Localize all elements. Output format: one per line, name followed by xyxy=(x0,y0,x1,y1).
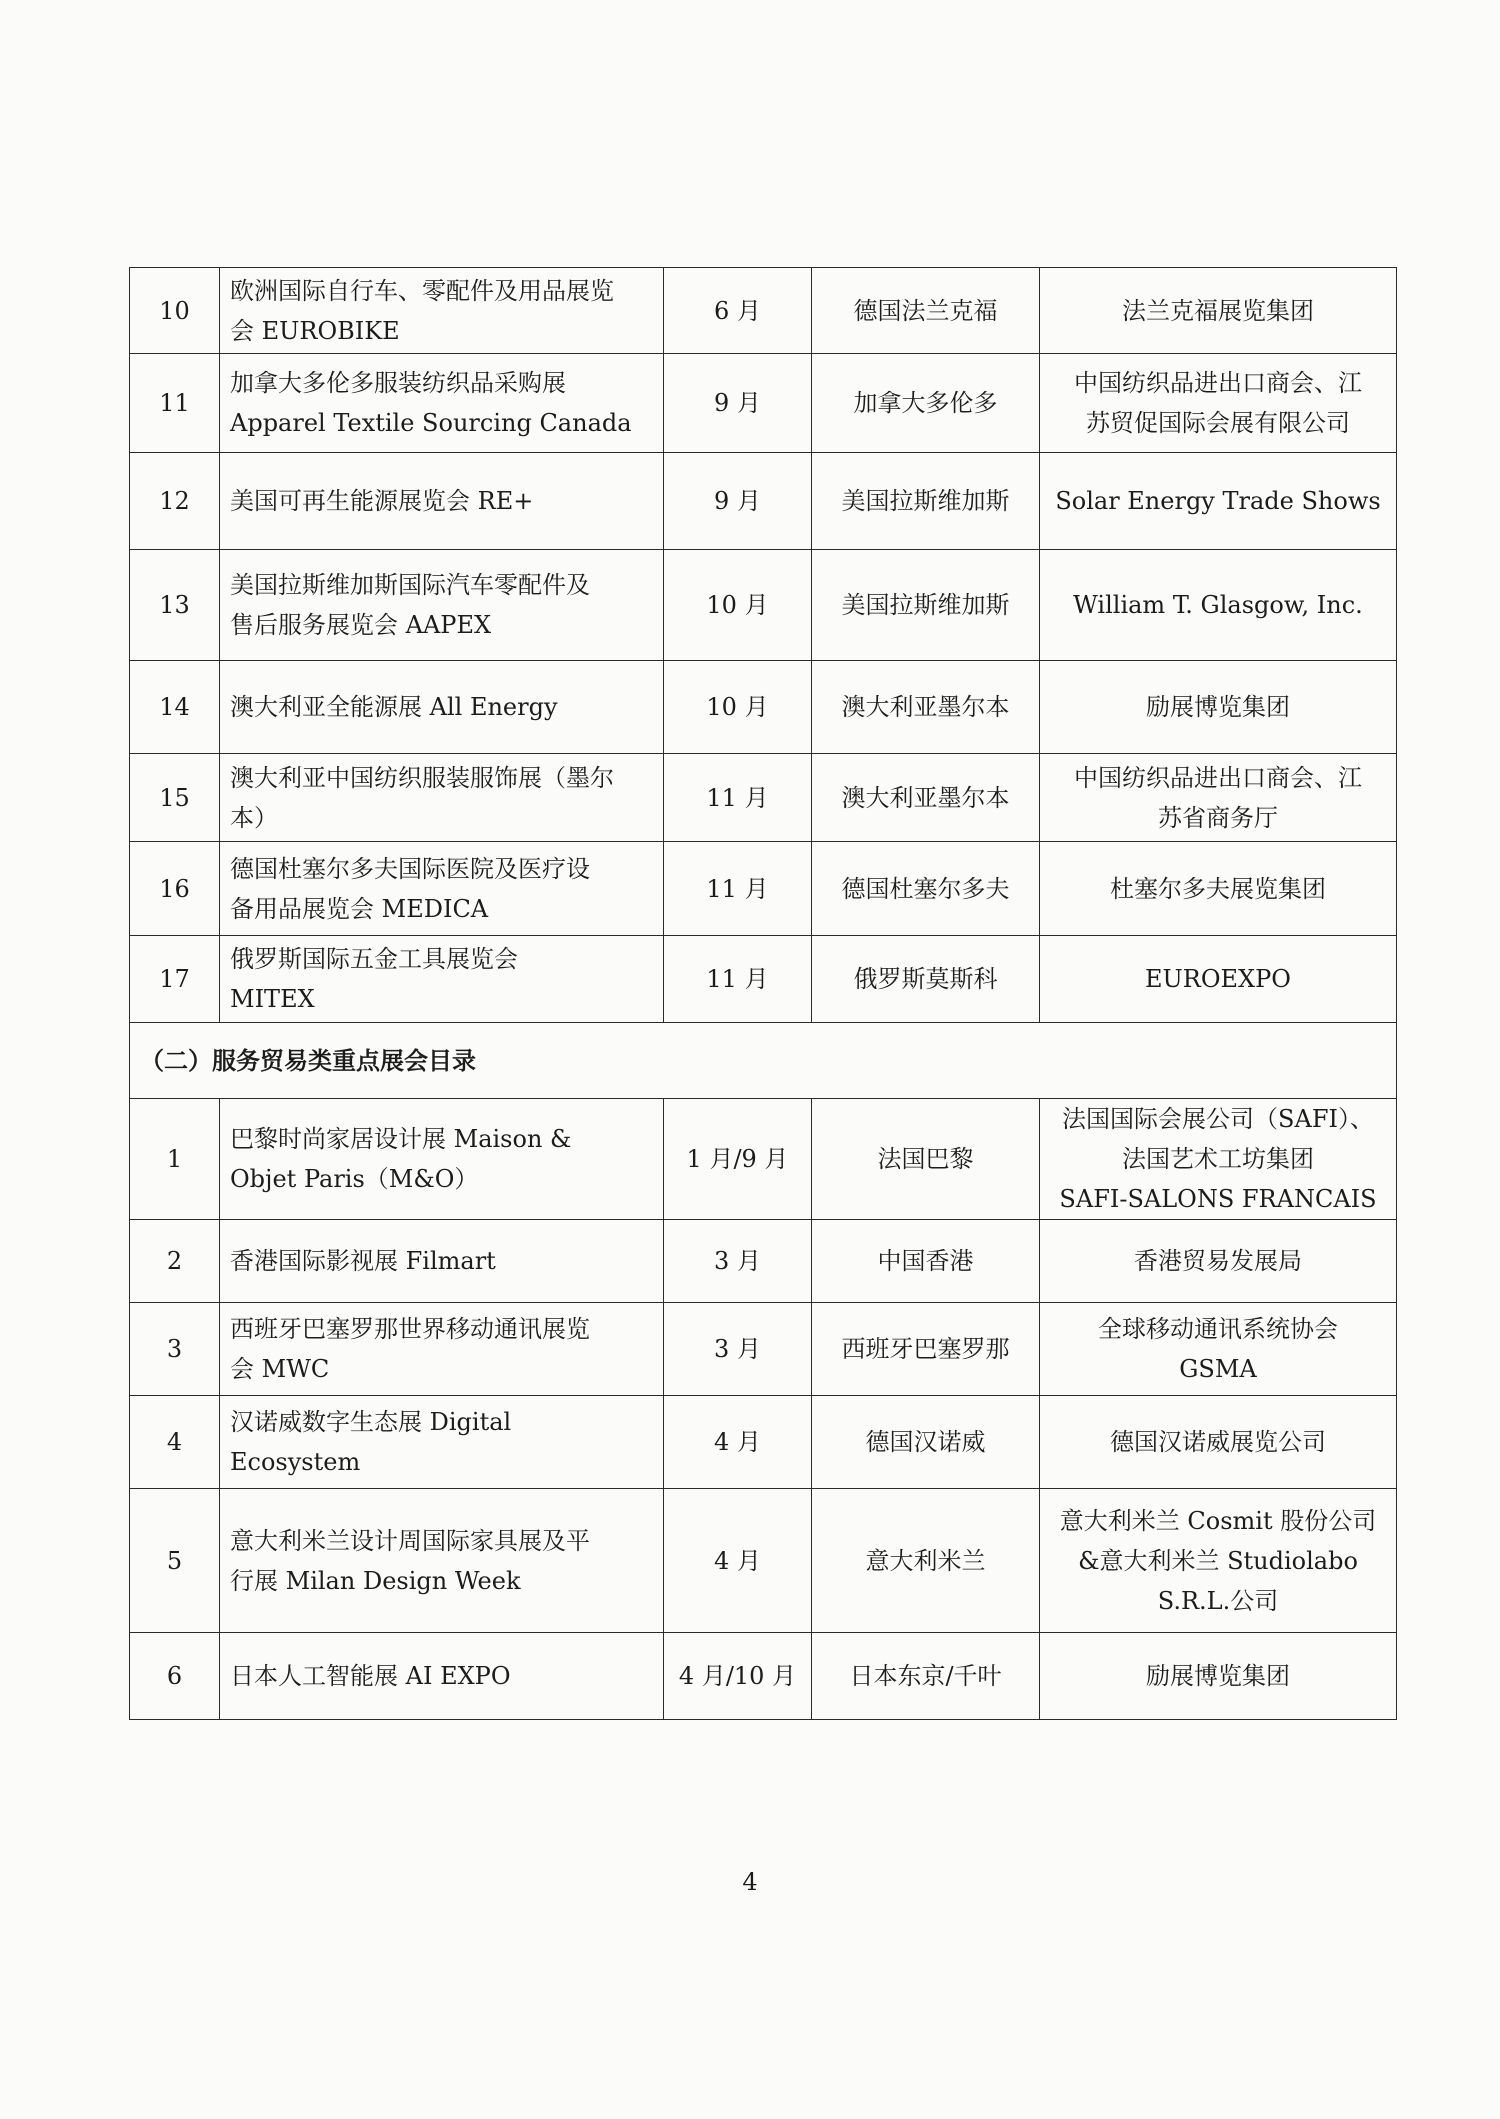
exhibition-name-line: 俄罗斯国际五金工具展览会 xyxy=(230,945,518,973)
location-cell: 德国汉诺威 xyxy=(812,1396,1040,1489)
organizer-line: 法国艺术工坊集团 xyxy=(1122,1145,1314,1173)
exhibition-name-line: MITEX xyxy=(230,985,315,1013)
organizer-line: &意大利米兰 Studiolabo xyxy=(1078,1546,1358,1575)
organizer-line: Solar Energy Trade Shows xyxy=(1055,487,1381,515)
section-title: （二）服务贸易类重点展会目录 xyxy=(130,1023,1397,1099)
organizer-line: 中国纺织品进出口商会、江 xyxy=(1074,369,1362,397)
organizer-line: 杜塞尔多夫展览集团 xyxy=(1110,874,1326,903)
exhibition-name-line: 澳大利亚中国纺织服装服饰展（墨尔 xyxy=(230,763,614,792)
organizer-cell xyxy=(1040,1099,1397,1220)
month-cell: 4 月/10 月 xyxy=(664,1633,812,1720)
organizer-line: 法兰克福展览集团 xyxy=(1122,296,1314,325)
exhibition-name-line: Objet Paris（M&O） xyxy=(230,1165,479,1193)
organizer-line: 中国纺织品进出口商会、江 xyxy=(1074,763,1362,792)
month-cell: 10 月 xyxy=(664,550,812,661)
month-cell: 3 月 xyxy=(664,1303,812,1396)
row-number-cell: 10 xyxy=(130,268,220,354)
exhibition-name-line: 会 MWC xyxy=(230,1355,330,1383)
organizer-cell xyxy=(1040,1303,1397,1396)
organizer-line: William T. Glasgow, Inc. xyxy=(1073,591,1363,619)
organizer-cell xyxy=(1040,842,1397,936)
page-number: 4 xyxy=(742,1868,758,1896)
exhibition-name-cell xyxy=(220,842,664,936)
organizer-line: SAFI-SALONS FRANCAIS xyxy=(1059,1185,1377,1213)
exhibition-name-line: 会 EUROBIKE xyxy=(230,316,400,345)
table-row xyxy=(130,1489,1397,1633)
organizer-line: EUROEXPO xyxy=(1145,965,1291,993)
section-header-row xyxy=(130,1023,1397,1099)
row-number-cell: 16 xyxy=(130,842,220,936)
location-cell: 中国香港 xyxy=(812,1220,1040,1303)
location-cell: 俄罗斯莫斯科 xyxy=(812,936,1040,1023)
organizer-line: GSMA xyxy=(1179,1355,1257,1383)
organizer-cell xyxy=(1040,1396,1397,1489)
table-row xyxy=(130,453,1397,550)
row-number-cell: 12 xyxy=(130,453,220,550)
organizer-cell xyxy=(1040,936,1397,1023)
exhibition-name-line: 香港国际影视展 Filmart xyxy=(230,1247,496,1275)
organizer-line: 励展博览集团 xyxy=(1146,693,1290,721)
location-cell: 美国拉斯维加斯 xyxy=(812,550,1040,661)
exhibition-name-line: Apparel Textile Sourcing Canada xyxy=(230,409,632,437)
exhibition-name-cell xyxy=(220,1489,664,1633)
organizer-cell xyxy=(1040,453,1397,550)
row-number-cell: 15 xyxy=(130,754,220,842)
location-cell: 德国法兰克福 xyxy=(812,268,1040,354)
row-number-cell: 11 xyxy=(130,354,220,453)
month-cell: 9 月 xyxy=(664,354,812,453)
organizer-cell xyxy=(1040,268,1397,354)
table-row xyxy=(130,1633,1397,1720)
table-row xyxy=(130,268,1397,354)
organizer-cell xyxy=(1040,550,1397,661)
month-cell: 4 月 xyxy=(664,1396,812,1489)
exhibition-name-line: 汉诺威数字生态展 Digital xyxy=(230,1408,512,1436)
exhibition-name-line: 意大利米兰设计周国际家具展及平 xyxy=(230,1526,590,1555)
organizer-cell xyxy=(1040,754,1397,842)
exhibition-name-line: Ecosystem xyxy=(230,1448,361,1476)
row-number-cell: 5 xyxy=(130,1489,220,1633)
exhibition-name-cell xyxy=(220,936,664,1023)
exhibition-name-line: 澳大利亚全能源展 All Energy xyxy=(230,693,558,721)
location-cell: 西班牙巴塞罗那 xyxy=(812,1303,1040,1396)
row-number-cell: 3 xyxy=(130,1303,220,1396)
month-cell: 6 月 xyxy=(664,268,812,354)
exhibition-name-cell xyxy=(220,268,664,354)
location-cell: 澳大利亚墨尔本 xyxy=(812,754,1040,842)
table-row xyxy=(130,754,1397,842)
location-cell: 日本东京/千叶 xyxy=(812,1633,1040,1720)
location-cell: 加拿大多伦多 xyxy=(812,354,1040,453)
month-cell: 3 月 xyxy=(664,1220,812,1303)
exhibition-name-line: 日本人工智能展 AI EXPO xyxy=(230,1662,511,1690)
table-row xyxy=(130,1099,1397,1220)
exhibition-name-line: 巴黎时尚家居设计展 Maison & xyxy=(230,1125,572,1153)
location-cell: 德国杜塞尔多夫 xyxy=(812,842,1040,936)
organizer-cell xyxy=(1040,1489,1397,1633)
organizer-cell xyxy=(1040,354,1397,453)
exhibition-name-line: 美国可再生能源展览会 RE+ xyxy=(230,487,534,515)
row-number-cell: 4 xyxy=(130,1396,220,1489)
organizer-cell xyxy=(1040,1220,1397,1303)
month-cell: 10 月 xyxy=(664,661,812,754)
exhibition-name-cell xyxy=(220,453,664,550)
location-cell: 澳大利亚墨尔本 xyxy=(812,661,1040,754)
month-cell: 1 月/9 月 xyxy=(664,1099,812,1220)
organizer-line: 全球移动通讯系统协会 xyxy=(1098,1315,1338,1343)
exhibition-name-line: 西班牙巴塞罗那世界移动通讯展览 xyxy=(230,1315,590,1343)
exhibition-name-line: 德国杜塞尔多夫国际医院及医疗设 xyxy=(230,854,590,883)
organizer-line: 德国汉诺威展览公司 xyxy=(1110,1428,1326,1456)
exhibition-name-line: 本） xyxy=(230,803,278,832)
exhibition-name-line: 售后服务展览会 AAPEX xyxy=(230,611,492,639)
row-number-cell: 6 xyxy=(130,1633,220,1720)
table-row xyxy=(130,936,1397,1023)
month-cell: 11 月 xyxy=(664,754,812,842)
month-cell: 9 月 xyxy=(664,453,812,550)
organizer-cell xyxy=(1040,1633,1397,1720)
organizer-line: 香港贸易发展局 xyxy=(1134,1247,1302,1275)
location-cell: 美国拉斯维加斯 xyxy=(812,453,1040,550)
exhibition-name-cell xyxy=(220,354,664,453)
exhibition-name-cell xyxy=(220,1633,664,1720)
table-row xyxy=(130,661,1397,754)
organizer-line: 苏贸促国际会展有限公司 xyxy=(1086,409,1350,437)
exhibition-name-line: 备用品展览会 MEDICA xyxy=(230,894,489,923)
organizer-line: 意大利米兰 Cosmit 股份公司 xyxy=(1059,1506,1377,1535)
exhibition-name-cell xyxy=(220,550,664,661)
exhibition-name-line: 加拿大多伦多服装纺织品采购展 xyxy=(230,369,566,397)
exhibition-name-line: 欧洲国际自行车、零配件及用品展览 xyxy=(230,276,614,305)
exhibition-name-cell xyxy=(220,1303,664,1396)
location-cell: 意大利米兰 xyxy=(812,1489,1040,1633)
row-number-cell: 14 xyxy=(130,661,220,754)
organizer-cell xyxy=(1040,661,1397,754)
month-cell: 11 月 xyxy=(664,842,812,936)
row-number-cell: 1 xyxy=(130,1099,220,1220)
exhibition-name-line: 美国拉斯维加斯国际汽车零配件及 xyxy=(230,571,590,599)
table-row xyxy=(130,354,1397,453)
month-cell: 4 月 xyxy=(664,1489,812,1633)
exhibition-name-cell xyxy=(220,661,664,754)
row-number-cell: 17 xyxy=(130,936,220,1023)
table-row xyxy=(130,1220,1397,1303)
exhibition-table xyxy=(129,267,1397,1720)
organizer-line: 励展博览集团 xyxy=(1146,1662,1290,1690)
exhibition-name-cell xyxy=(220,1099,664,1220)
location-cell: 法国巴黎 xyxy=(812,1099,1040,1220)
table-row xyxy=(130,1396,1397,1489)
organizer-line: 法国国际会展公司（SAFI）、 xyxy=(1062,1105,1374,1133)
row-number-cell: 2 xyxy=(130,1220,220,1303)
table-row xyxy=(130,842,1397,936)
table-row xyxy=(130,550,1397,661)
exhibition-name-cell xyxy=(220,1220,664,1303)
organizer-line: 苏省商务厅 xyxy=(1158,803,1278,832)
row-number-cell: 13 xyxy=(130,550,220,661)
organizer-line: S.R.L.公司 xyxy=(1157,1586,1279,1615)
month-cell: 11 月 xyxy=(664,936,812,1023)
exhibition-name-cell xyxy=(220,754,664,842)
exhibition-name-cell xyxy=(220,1396,664,1489)
table-row xyxy=(130,1303,1397,1396)
exhibition-name-line: 行展 Milan Design Week xyxy=(230,1566,521,1595)
